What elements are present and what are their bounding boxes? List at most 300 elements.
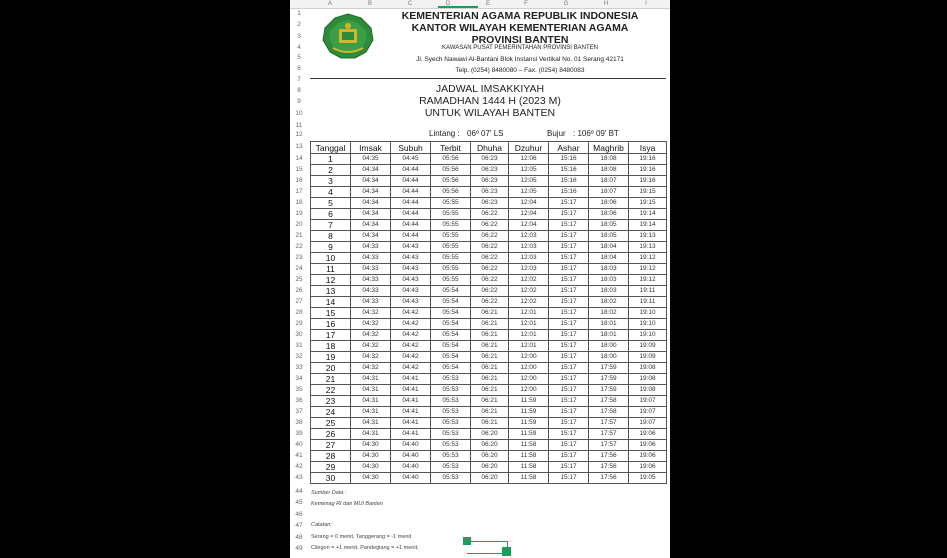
column-letter-f[interactable]: F <box>524 1 528 7</box>
day-cell[interactable]: 1 <box>311 154 351 165</box>
row-number[interactable]: 13 <box>295 143 303 150</box>
time-cell-isya[interactable]: 19:09 <box>629 341 667 352</box>
time-cell-terbit[interactable]: 05:55 <box>431 264 471 275</box>
time-cell-dhuha[interactable]: 06:21 <box>471 352 509 363</box>
time-cell-dzuhur[interactable]: 12:06 <box>509 154 549 165</box>
column-letter-i[interactable]: I <box>645 1 647 7</box>
time-cell-isya[interactable]: 19:11 <box>629 286 667 297</box>
time-cell-dzuhur[interactable]: 12:00 <box>509 385 549 396</box>
time-cell-isya[interactable]: 19:07 <box>629 396 667 407</box>
time-cell-imsak[interactable]: 04:32 <box>351 330 391 341</box>
time-cell-isya[interactable]: 19:09 <box>629 352 667 363</box>
time-cell-isya[interactable]: 19:16 <box>629 154 667 165</box>
row-number[interactable]: 48 <box>295 533 303 541</box>
time-cell-maghrib[interactable]: 18:02 <box>589 297 629 308</box>
time-cell-dzuhur[interactable]: 12:02 <box>509 275 549 286</box>
row-number[interactable]: 44 <box>295 488 303 495</box>
time-cell-dhuha[interactable]: 06:22 <box>471 242 509 253</box>
time-cell-ashar[interactable]: 15:17 <box>549 385 589 396</box>
time-cell-imsak[interactable]: 04:34 <box>351 198 391 209</box>
time-cell-terbit[interactable]: 05:56 <box>431 187 471 198</box>
day-cell[interactable]: 3 <box>311 176 351 187</box>
row-number[interactable]: 41 <box>295 452 303 459</box>
time-cell-imsak[interactable]: 04:31 <box>351 429 391 440</box>
time-cell-imsak[interactable]: 04:32 <box>351 341 391 352</box>
time-cell-isya[interactable]: 19:08 <box>629 363 667 374</box>
time-cell-subuh[interactable]: 04:42 <box>391 341 431 352</box>
time-cell-dhuha[interactable]: 06:20 <box>471 473 509 484</box>
row-number[interactable]: 33 <box>295 364 303 371</box>
time-cell-terbit[interactable]: 05:53 <box>431 418 471 429</box>
time-cell-terbit[interactable]: 05:55 <box>431 242 471 253</box>
time-cell-subuh[interactable]: 04:44 <box>391 198 431 209</box>
time-cell-terbit[interactable]: 05:53 <box>431 407 471 418</box>
row-number[interactable]: 30 <box>295 331 303 338</box>
row-number[interactable]: 47 <box>295 522 303 530</box>
time-cell-ashar[interactable]: 15:17 <box>549 396 589 407</box>
time-cell-dzuhur[interactable]: 12:01 <box>509 330 549 341</box>
time-cell-dhuha[interactable]: 06:22 <box>471 286 509 297</box>
row-number[interactable]: 28 <box>295 309 303 316</box>
row-number[interactable]: 17 <box>295 188 303 195</box>
time-cell-isya[interactable]: 19:06 <box>629 429 667 440</box>
row-number[interactable]: 8 <box>297 87 301 94</box>
time-cell-maghrib[interactable]: 17:59 <box>589 385 629 396</box>
time-cell-subuh[interactable]: 04:42 <box>391 330 431 341</box>
day-cell[interactable]: 14 <box>311 297 351 308</box>
time-cell-dzuhur[interactable]: 11:58 <box>509 473 549 484</box>
row-number[interactable]: 35 <box>295 386 303 393</box>
time-cell-subuh[interactable]: 04:41 <box>391 396 431 407</box>
time-cell-dhuha[interactable]: 06:20 <box>471 451 509 462</box>
row-number[interactable]: 34 <box>295 375 303 382</box>
row-number[interactable]: 29 <box>295 320 303 327</box>
time-cell-dhuha[interactable]: 06:21 <box>471 363 509 374</box>
time-cell-isya[interactable]: 19:10 <box>629 319 667 330</box>
time-cell-dzuhur[interactable]: 12:01 <box>509 341 549 352</box>
time-cell-dhuha[interactable]: 06:22 <box>471 220 509 231</box>
time-cell-terbit[interactable]: 05:55 <box>431 253 471 264</box>
time-cell-subuh[interactable]: 04:41 <box>391 429 431 440</box>
column-letter-h[interactable]: H <box>603 1 609 7</box>
time-cell-imsak[interactable]: 04:32 <box>351 352 391 363</box>
time-cell-dzuhur[interactable]: 11:58 <box>509 462 549 473</box>
time-cell-maghrib[interactable]: 18:00 <box>589 341 629 352</box>
time-cell-ashar[interactable]: 15:17 <box>549 418 589 429</box>
time-cell-dhuha[interactable]: 06:21 <box>471 407 509 418</box>
time-cell-terbit[interactable]: 05:53 <box>431 462 471 473</box>
day-cell[interactable]: 4 <box>311 187 351 198</box>
time-cell-ashar[interactable]: 15:17 <box>549 363 589 374</box>
day-cell[interactable]: 13 <box>311 286 351 297</box>
time-cell-imsak[interactable]: 04:30 <box>351 440 391 451</box>
time-cell-imsak[interactable]: 04:34 <box>351 231 391 242</box>
time-cell-imsak[interactable]: 04:34 <box>351 187 391 198</box>
time-cell-isya[interactable]: 19:06 <box>629 451 667 462</box>
time-cell-terbit[interactable]: 05:55 <box>431 231 471 242</box>
time-cell-terbit[interactable]: 05:53 <box>431 385 471 396</box>
day-cell[interactable]: 9 <box>311 242 351 253</box>
time-cell-maghrib[interactable]: 18:06 <box>589 209 629 220</box>
time-cell-terbit[interactable]: 05:53 <box>431 473 471 484</box>
time-cell-dzuhur[interactable]: 12:01 <box>509 308 549 319</box>
time-cell-imsak[interactable]: 04:31 <box>351 374 391 385</box>
column-letter-b[interactable]: B <box>367 1 372 7</box>
row-number[interactable]: 7 <box>297 76 301 83</box>
time-cell-ashar[interactable]: 15:17 <box>549 330 589 341</box>
row-number[interactable]: 38 <box>295 419 303 426</box>
time-cell-terbit[interactable]: 05:54 <box>431 341 471 352</box>
time-cell-dhuha[interactable]: 06:23 <box>471 165 509 176</box>
time-cell-maghrib[interactable]: 17:57 <box>589 429 629 440</box>
selection-handle-end[interactable] <box>502 547 511 556</box>
time-cell-isya[interactable]: 19:15 <box>629 187 667 198</box>
time-cell-ashar[interactable]: 15:17 <box>549 319 589 330</box>
time-cell-maghrib[interactable]: 17:59 <box>589 363 629 374</box>
time-cell-maghrib[interactable]: 17:58 <box>589 407 629 418</box>
day-cell[interactable]: 2 <box>311 165 351 176</box>
time-cell-ashar[interactable]: 15:17 <box>549 209 589 220</box>
time-cell-imsak[interactable]: 04:34 <box>351 209 391 220</box>
time-cell-subuh[interactable]: 04:43 <box>391 286 431 297</box>
time-cell-subuh[interactable]: 04:40 <box>391 440 431 451</box>
time-cell-dzuhur[interactable]: 11:59 <box>509 407 549 418</box>
time-cell-maghrib[interactable]: 18:06 <box>589 198 629 209</box>
time-cell-ashar[interactable]: 15:16 <box>549 187 589 198</box>
time-cell-isya[interactable]: 19:10 <box>629 308 667 319</box>
time-cell-dzuhur[interactable]: 11:59 <box>509 429 549 440</box>
time-cell-dhuha[interactable]: 06:21 <box>471 418 509 429</box>
time-cell-terbit[interactable]: 05:53 <box>431 429 471 440</box>
time-cell-imsak[interactable]: 04:33 <box>351 286 391 297</box>
time-cell-isya[interactable]: 19:13 <box>629 242 667 253</box>
time-cell-dzuhur[interactable]: 12:03 <box>509 253 549 264</box>
time-cell-dzuhur[interactable]: 12:04 <box>509 220 549 231</box>
time-cell-ashar[interactable]: 15:17 <box>549 462 589 473</box>
day-cell[interactable]: 30 <box>311 473 351 484</box>
day-cell[interactable]: 22 <box>311 385 351 396</box>
time-cell-dzuhur[interactable]: 12:00 <box>509 374 549 385</box>
time-cell-subuh[interactable]: 04:43 <box>391 242 431 253</box>
time-cell-isya[interactable]: 19:07 <box>629 418 667 429</box>
time-cell-imsak[interactable]: 04:34 <box>351 220 391 231</box>
time-cell-ashar[interactable]: 15:17 <box>549 198 589 209</box>
day-cell[interactable]: 19 <box>311 352 351 363</box>
time-cell-subuh[interactable]: 04:41 <box>391 418 431 429</box>
time-cell-dhuha[interactable]: 06:21 <box>471 385 509 396</box>
row-number[interactable]: 24 <box>295 265 303 272</box>
time-cell-subuh[interactable]: 04:43 <box>391 253 431 264</box>
time-cell-terbit[interactable]: 05:54 <box>431 308 471 319</box>
time-cell-isya[interactable]: 19:16 <box>629 176 667 187</box>
time-cell-terbit[interactable]: 05:56 <box>431 154 471 165</box>
time-cell-imsak[interactable]: 04:31 <box>351 407 391 418</box>
time-cell-dzuhur[interactable]: 12:03 <box>509 231 549 242</box>
day-cell[interactable]: 24 <box>311 407 351 418</box>
time-cell-dzuhur[interactable]: 12:04 <box>509 209 549 220</box>
time-cell-dzuhur[interactable]: 11:59 <box>509 396 549 407</box>
time-cell-subuh[interactable]: 04:41 <box>391 385 431 396</box>
row-number[interactable]: 20 <box>295 221 303 228</box>
time-cell-dhuha[interactable]: 06:22 <box>471 231 509 242</box>
time-cell-dhuha[interactable]: 06:23 <box>471 187 509 198</box>
time-cell-dhuha[interactable]: 06:23 <box>471 176 509 187</box>
day-cell[interactable]: 25 <box>311 418 351 429</box>
time-cell-maghrib[interactable]: 17:58 <box>589 396 629 407</box>
row-number[interactable]: 31 <box>295 342 303 349</box>
row-number[interactable]: 26 <box>295 287 303 294</box>
time-cell-subuh[interactable]: 04:44 <box>391 209 431 220</box>
column-letter-d[interactable]: D <box>445 1 451 7</box>
day-cell[interactable]: 10 <box>311 253 351 264</box>
time-cell-ashar[interactable]: 15:17 <box>549 352 589 363</box>
time-cell-subuh[interactable]: 04:44 <box>391 165 431 176</box>
time-cell-subuh[interactable]: 04:43 <box>391 297 431 308</box>
time-cell-isya[interactable]: 19:13 <box>629 231 667 242</box>
time-cell-isya[interactable]: 19:12 <box>629 275 667 286</box>
row-number[interactable]: 16 <box>295 177 303 184</box>
time-cell-isya[interactable]: 19:08 <box>629 374 667 385</box>
time-cell-dzuhur[interactable]: 12:03 <box>509 242 549 253</box>
time-cell-maghrib[interactable]: 18:03 <box>589 286 629 297</box>
day-cell[interactable]: 17 <box>311 330 351 341</box>
time-cell-ashar[interactable]: 15:17 <box>549 440 589 451</box>
row-number[interactable]: 23 <box>295 254 303 261</box>
day-cell[interactable]: 12 <box>311 275 351 286</box>
row-number[interactable]: 27 <box>295 298 303 305</box>
time-cell-maghrib[interactable]: 18:05 <box>589 220 629 231</box>
time-cell-isya[interactable]: 19:15 <box>629 198 667 209</box>
time-cell-dhuha[interactable]: 06:22 <box>471 209 509 220</box>
time-cell-maghrib[interactable]: 18:07 <box>589 187 629 198</box>
time-cell-imsak[interactable]: 04:32 <box>351 308 391 319</box>
time-cell-dhuha[interactable]: 06:21 <box>471 374 509 385</box>
time-cell-ashar[interactable]: 15:17 <box>549 275 589 286</box>
column-letter-a[interactable]: A <box>327 1 332 7</box>
time-cell-ashar[interactable]: 15:17 <box>549 429 589 440</box>
time-cell-ashar[interactable]: 15:17 <box>549 231 589 242</box>
time-cell-maghrib[interactable]: 17:59 <box>589 374 629 385</box>
time-cell-subuh[interactable]: 04:42 <box>391 363 431 374</box>
time-cell-subuh[interactable]: 04:40 <box>391 462 431 473</box>
time-cell-terbit[interactable]: 05:56 <box>431 176 471 187</box>
time-cell-dhuha[interactable]: 06:22 <box>471 264 509 275</box>
day-cell[interactable]: 11 <box>311 264 351 275</box>
row-number[interactable]: 21 <box>295 232 303 239</box>
time-cell-dhuha[interactable]: 06:21 <box>471 330 509 341</box>
time-cell-dhuha[interactable]: 06:20 <box>471 429 509 440</box>
time-cell-imsak[interactable]: 04:33 <box>351 297 391 308</box>
time-cell-terbit[interactable]: 05:55 <box>431 220 471 231</box>
time-cell-terbit[interactable]: 05:55 <box>431 198 471 209</box>
time-cell-dhuha[interactable]: 06:21 <box>471 319 509 330</box>
row-number[interactable]: 12 <box>295 131 303 138</box>
time-cell-terbit[interactable]: 05:54 <box>431 352 471 363</box>
time-cell-maghrib[interactable]: 18:04 <box>589 242 629 253</box>
time-cell-isya[interactable]: 19:06 <box>629 462 667 473</box>
time-cell-ashar[interactable]: 15:17 <box>549 374 589 385</box>
time-cell-maghrib[interactable]: 18:01 <box>589 330 629 341</box>
time-cell-dhuha[interactable]: 06:21 <box>471 396 509 407</box>
time-cell-dhuha[interactable]: 06:20 <box>471 440 509 451</box>
time-cell-isya[interactable]: 19:10 <box>629 330 667 341</box>
time-cell-dzuhur[interactable]: 12:04 <box>509 198 549 209</box>
time-cell-maghrib[interactable]: 18:03 <box>589 264 629 275</box>
time-cell-isya[interactable]: 19:14 <box>629 220 667 231</box>
time-cell-dzuhur[interactable]: 12:00 <box>509 352 549 363</box>
row-number[interactable]: 2 <box>297 21 301 28</box>
time-cell-imsak[interactable]: 04:35 <box>351 154 391 165</box>
time-cell-ashar[interactable]: 15:17 <box>549 286 589 297</box>
time-cell-subuh[interactable]: 04:45 <box>391 154 431 165</box>
time-cell-dzuhur[interactable]: 11:59 <box>509 418 549 429</box>
time-cell-ashar[interactable]: 15:17 <box>549 297 589 308</box>
time-cell-maghrib[interactable]: 17:57 <box>589 418 629 429</box>
row-number[interactable]: 45 <box>295 499 303 507</box>
time-cell-imsak[interactable]: 04:33 <box>351 242 391 253</box>
time-cell-imsak[interactable]: 04:31 <box>351 418 391 429</box>
time-cell-subuh[interactable]: 04:40 <box>391 473 431 484</box>
time-cell-ashar[interactable]: 15:17 <box>549 264 589 275</box>
row-number[interactable]: 46 <box>295 510 303 518</box>
day-cell[interactable]: 20 <box>311 363 351 374</box>
row-number[interactable]: 4 <box>297 44 301 51</box>
time-cell-subuh[interactable]: 04:44 <box>391 187 431 198</box>
row-number[interactable]: 37 <box>295 408 303 415</box>
time-cell-maghrib[interactable]: 18:00 <box>589 352 629 363</box>
row-number[interactable]: 25 <box>295 276 303 283</box>
time-cell-ashar[interactable]: 15:17 <box>549 308 589 319</box>
day-cell[interactable]: 5 <box>311 198 351 209</box>
time-cell-dhuha[interactable]: 06:21 <box>471 341 509 352</box>
time-cell-dzuhur[interactable]: 12:02 <box>509 286 549 297</box>
row-number[interactable]: 9 <box>297 98 301 105</box>
day-cell[interactable]: 8 <box>311 231 351 242</box>
time-cell-dzuhur[interactable]: 12:00 <box>509 363 549 374</box>
time-cell-maghrib[interactable]: 18:01 <box>589 319 629 330</box>
row-number[interactable]: 40 <box>295 441 303 448</box>
day-cell[interactable]: 6 <box>311 209 351 220</box>
time-cell-isya[interactable]: 19:12 <box>629 253 667 264</box>
time-cell-subuh[interactable]: 04:43 <box>391 264 431 275</box>
time-cell-dhuha[interactable]: 06:21 <box>471 308 509 319</box>
time-cell-subuh[interactable]: 04:43 <box>391 275 431 286</box>
day-cell[interactable]: 7 <box>311 220 351 231</box>
time-cell-dzuhur[interactable]: 12:03 <box>509 264 549 275</box>
time-cell-terbit[interactable]: 05:56 <box>431 165 471 176</box>
time-cell-terbit[interactable]: 05:55 <box>431 275 471 286</box>
column-letter-c[interactable]: C <box>407 1 413 7</box>
time-cell-terbit[interactable]: 05:54 <box>431 319 471 330</box>
time-cell-dzuhur[interactable]: 11:58 <box>509 440 549 451</box>
time-cell-isya[interactable]: 19:16 <box>629 165 667 176</box>
time-cell-dzuhur[interactable]: 12:05 <box>509 176 549 187</box>
time-cell-maghrib[interactable]: 17:56 <box>589 473 629 484</box>
row-number[interactable]: 11 <box>295 122 303 129</box>
time-cell-ashar[interactable]: 15:17 <box>549 341 589 352</box>
day-cell[interactable]: 16 <box>311 319 351 330</box>
time-cell-ashar[interactable]: 15:17 <box>549 451 589 462</box>
time-cell-dhuha[interactable]: 06:20 <box>471 462 509 473</box>
time-cell-subuh[interactable]: 04:40 <box>391 451 431 462</box>
day-cell[interactable]: 15 <box>311 308 351 319</box>
time-cell-maghrib[interactable]: 17:57 <box>589 440 629 451</box>
time-cell-subuh[interactable]: 04:41 <box>391 407 431 418</box>
time-cell-dzuhur[interactable]: 12:05 <box>509 165 549 176</box>
row-number[interactable]: 10 <box>295 110 303 117</box>
day-cell[interactable]: 29 <box>311 462 351 473</box>
time-cell-maghrib[interactable]: 18:02 <box>589 308 629 319</box>
time-cell-imsak[interactable]: 04:32 <box>351 319 391 330</box>
time-cell-isya[interactable]: 19:11 <box>629 297 667 308</box>
time-cell-maghrib[interactable]: 17:56 <box>589 451 629 462</box>
time-cell-maghrib[interactable]: 18:08 <box>589 154 629 165</box>
day-cell[interactable]: 26 <box>311 429 351 440</box>
time-cell-terbit[interactable]: 05:53 <box>431 451 471 462</box>
time-cell-dhuha[interactable]: 06:22 <box>471 275 509 286</box>
row-number[interactable]: 6 <box>297 65 301 72</box>
time-cell-imsak[interactable]: 04:30 <box>351 462 391 473</box>
time-cell-isya[interactable]: 19:07 <box>629 407 667 418</box>
time-cell-subuh[interactable]: 04:42 <box>391 352 431 363</box>
time-cell-maghrib[interactable]: 18:04 <box>589 253 629 264</box>
time-cell-dzuhur[interactable]: 11:58 <box>509 451 549 462</box>
row-number[interactable]: 49 <box>295 545 303 552</box>
day-cell[interactable]: 27 <box>311 440 351 451</box>
time-cell-maghrib[interactable]: 18:07 <box>589 176 629 187</box>
time-cell-ashar[interactable]: 15:16 <box>549 154 589 165</box>
time-cell-maghrib[interactable]: 18:08 <box>589 165 629 176</box>
row-number[interactable]: 36 <box>295 397 303 404</box>
time-cell-maghrib[interactable]: 17:56 <box>589 462 629 473</box>
day-cell[interactable]: 28 <box>311 451 351 462</box>
time-cell-terbit[interactable]: 05:54 <box>431 363 471 374</box>
time-cell-isya[interactable]: 19:14 <box>629 209 667 220</box>
time-cell-ashar[interactable]: 15:17 <box>549 473 589 484</box>
row-number[interactable]: 22 <box>295 243 303 250</box>
time-cell-dhuha[interactable]: 06:22 <box>471 253 509 264</box>
time-cell-isya[interactable]: 19:08 <box>629 385 667 396</box>
time-cell-subuh[interactable]: 04:44 <box>391 231 431 242</box>
time-cell-maghrib[interactable]: 18:05 <box>589 231 629 242</box>
time-cell-terbit[interactable]: 05:54 <box>431 297 471 308</box>
time-cell-terbit[interactable]: 05:55 <box>431 209 471 220</box>
time-cell-ashar[interactable]: 15:17 <box>549 407 589 418</box>
time-cell-ashar[interactable]: 15:17 <box>549 220 589 231</box>
row-number[interactable]: 43 <box>295 474 303 481</box>
time-cell-terbit[interactable]: 05:53 <box>431 440 471 451</box>
column-letter-g[interactable]: G <box>563 1 569 7</box>
time-cell-ashar[interactable]: 15:17 <box>549 242 589 253</box>
time-cell-subuh[interactable]: 04:42 <box>391 308 431 319</box>
time-cell-dzuhur[interactable]: 12:02 <box>509 297 549 308</box>
time-cell-ashar[interactable]: 15:17 <box>549 253 589 264</box>
row-number[interactable]: 3 <box>297 33 301 40</box>
row-number[interactable]: 32 <box>295 353 303 360</box>
time-cell-subuh[interactable]: 04:44 <box>391 220 431 231</box>
time-cell-dzuhur[interactable]: 12:01 <box>509 319 549 330</box>
row-number[interactable]: 1 <box>297 10 301 17</box>
time-cell-imsak[interactable]: 04:32 <box>351 363 391 374</box>
time-cell-imsak[interactable]: 04:33 <box>351 253 391 264</box>
time-cell-imsak[interactable]: 04:30 <box>351 451 391 462</box>
column-letter-e[interactable]: E <box>485 1 490 7</box>
time-cell-subuh[interactable]: 04:44 <box>391 176 431 187</box>
row-number[interactable]: 18 <box>295 199 303 206</box>
selection-handle-start[interactable] <box>463 537 471 545</box>
time-cell-dhuha[interactable]: 06:23 <box>471 198 509 209</box>
time-cell-subuh[interactable]: 04:41 <box>391 374 431 385</box>
